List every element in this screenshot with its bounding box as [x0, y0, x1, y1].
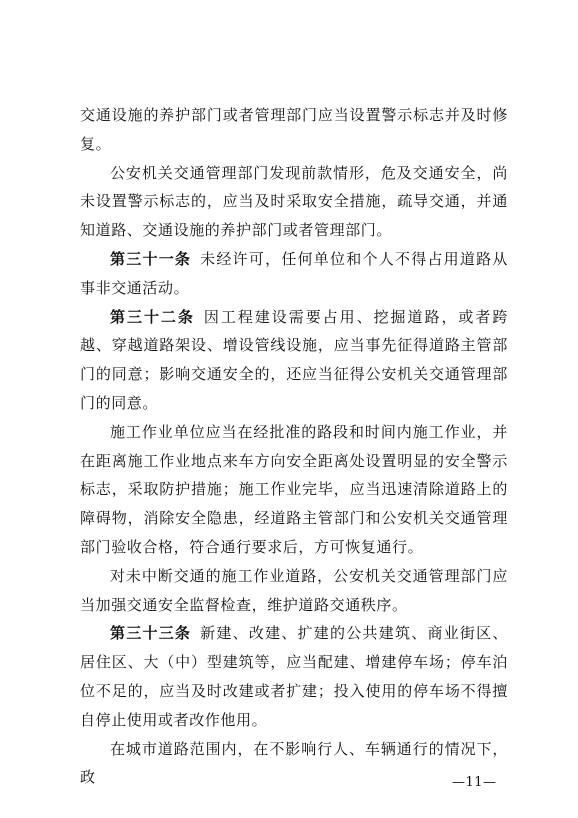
paragraph-5 — [80, 418, 508, 562]
paragraph-text: 对未中断交通的施工作业道路，公安机关交通管理部门应当加强交通安全监督检查，维护道路交通秩序。 — [80, 566, 508, 614]
paragraph-text: 新建、改建、扩建的公共建筑、商业街区、居住区、大（中）型建筑等，应当配建、增建停车场；停车泊位不足的，应当及时改建或者扩建；投入使用的停车场不得擅自停止使用或者改作他用。 — [80, 624, 508, 729]
article-31 — [80, 245, 508, 303]
paragraph-text: 交通设施的养护部门或者管理部门应当设置警示标志并及时修复。 — [80, 106, 508, 153]
paragraph-6 — [80, 562, 508, 620]
paragraph-2 — [80, 159, 508, 245]
body-text — [80, 101, 508, 792]
paragraph-text: 在城市道路范围内，在不影响行人、车辆通行的情况下，政 — [80, 739, 508, 787]
article-title: 第三十三条 — [110, 624, 192, 643]
paragraph-text: 施工作业单位应当在经批准的路段和时间内施工作业，并在距离施工作业地点来车方向安全距离处设置明显的安全警示标志，采取防护措施；施工作业完毕，应当迅速清除道路上的障碍物，消除安全隐患，经道路主管部门和公安机关交通管理部门验收合格，符合通行要求后，方可恢复通行。 — [80, 422, 508, 556]
paragraph-text: 未经许可，任何单位和个人不得占用道路从事非交通活动。 — [80, 249, 508, 297]
article-32 — [80, 303, 508, 418]
paragraph-8 — [80, 735, 508, 793]
paragraph-text: 因工程建设需要占用、挖掘道路，或者跨越、穿越道路架设、增设管线设施，应当事先征得道路主管部门的同意；影响交通安全的，还应当征得公安机关交通管理部门的同意。 — [80, 307, 508, 412]
article-title: 第三十二条 — [110, 307, 195, 326]
article-33 — [80, 619, 508, 734]
article-title: 第三十一条 — [110, 249, 192, 268]
page-number: —11— — [452, 775, 497, 790]
paragraph-text: 公安机关交通管理部门发现前款情形，危及交通安全，尚未设置警示标志的，应当及时采取安全措施，疏导交通，并通知道路、交通设施的养护部门或者管理部门。 — [80, 163, 508, 240]
paragraph-1 — [80, 101, 508, 159]
